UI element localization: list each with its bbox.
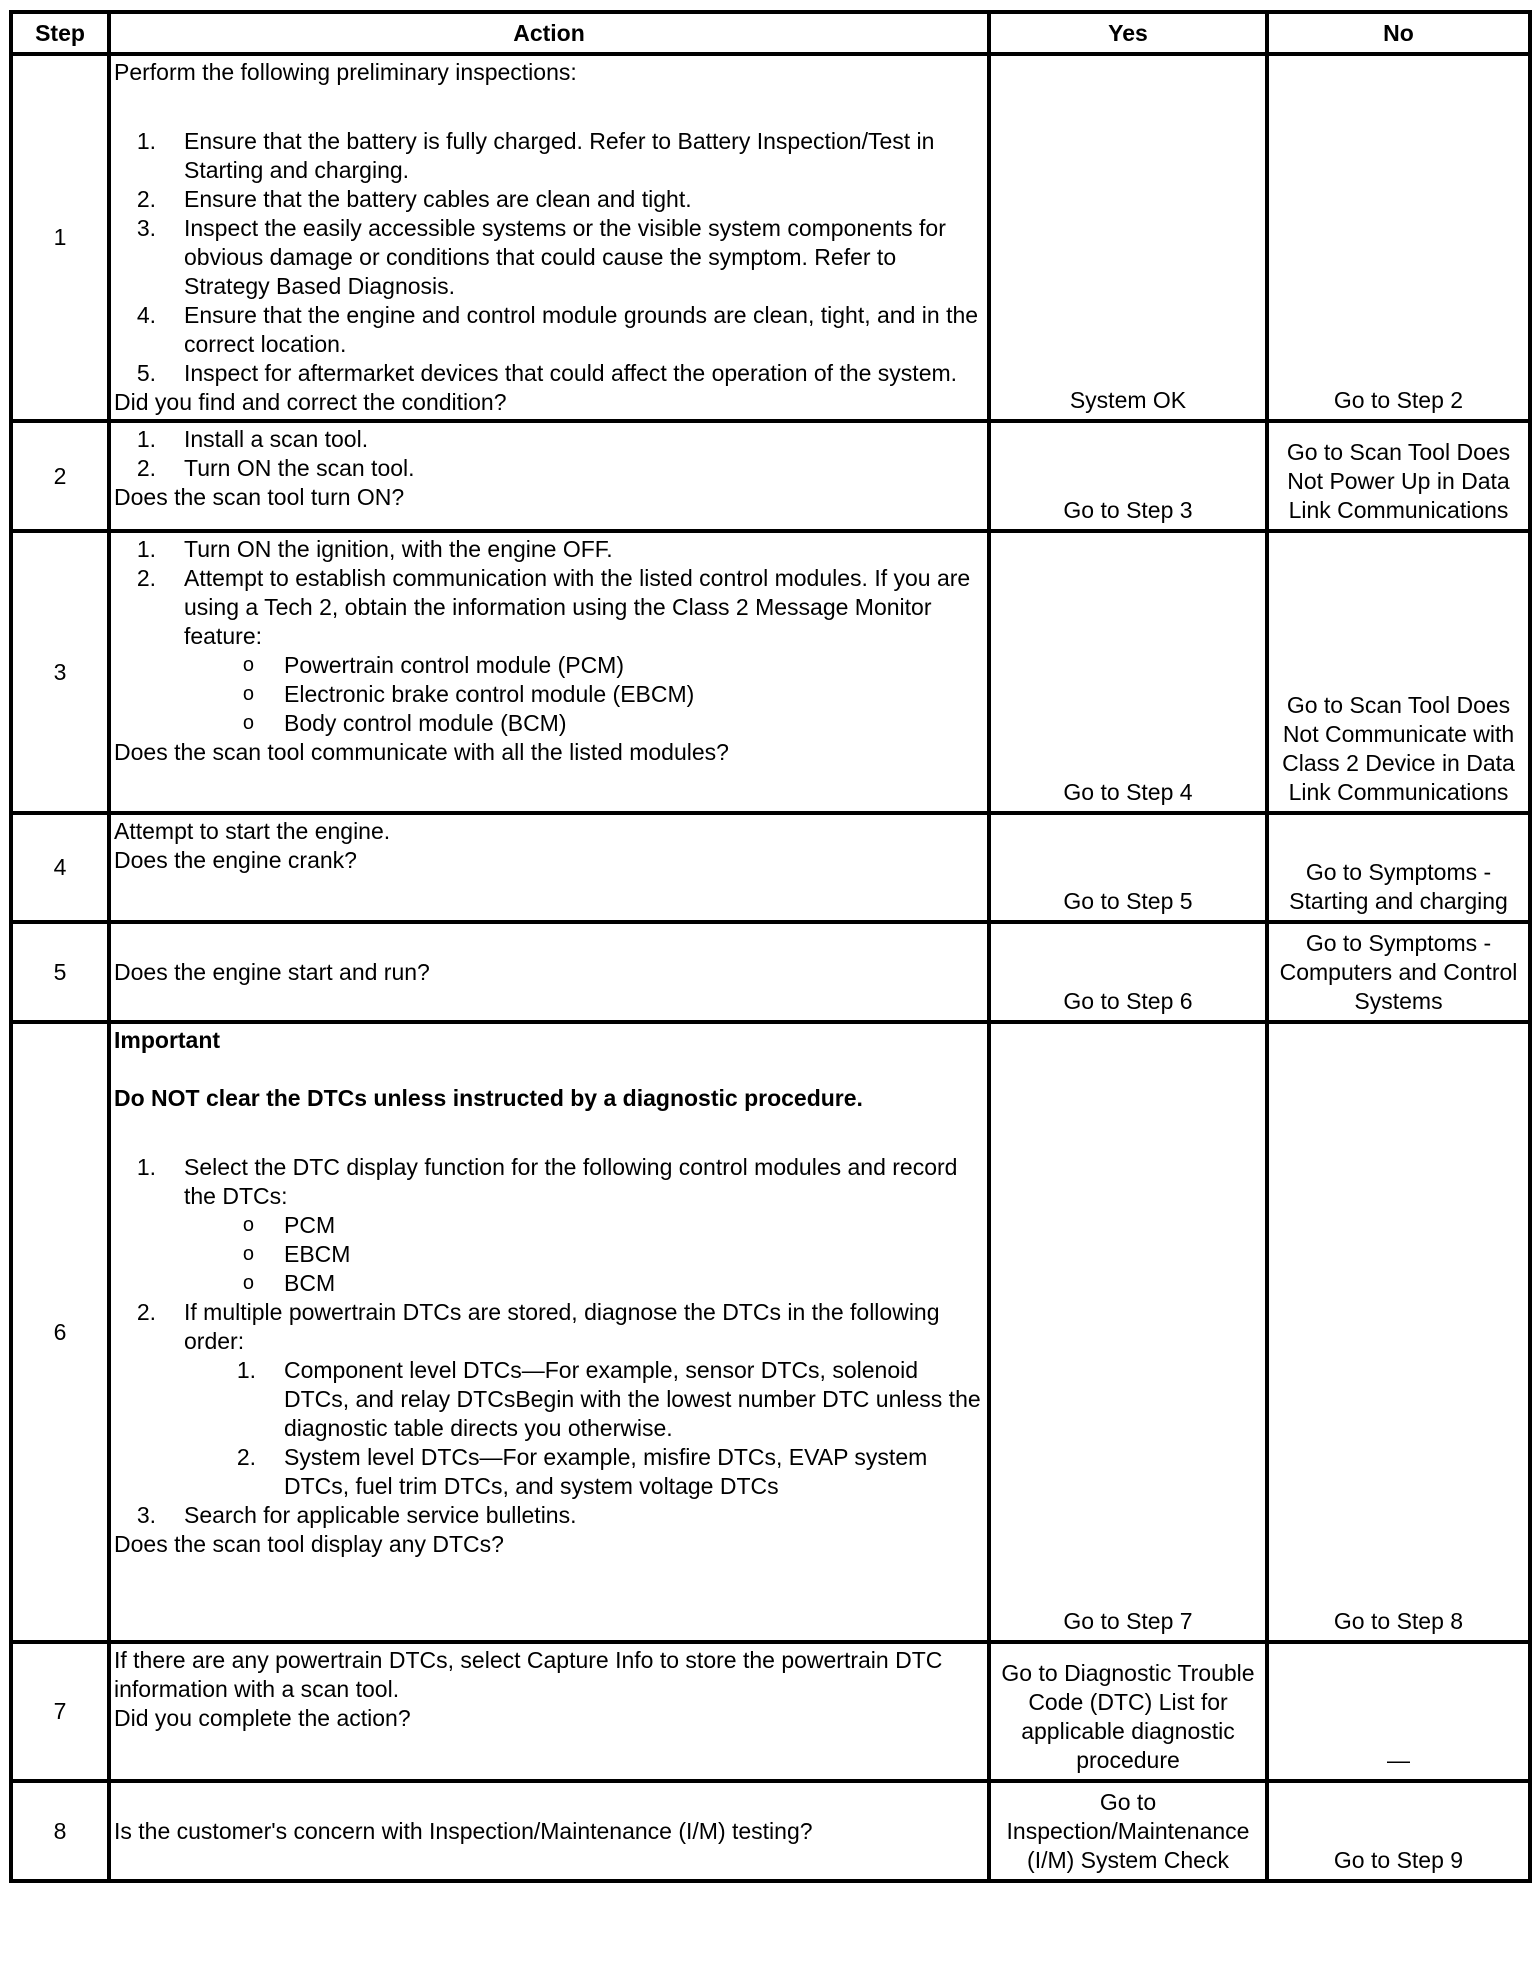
action-intro: Perform the following preliminary inspections:	[114, 59, 577, 85]
module-bullet-list	[114, 651, 983, 738]
step-number: 6	[11, 1022, 109, 1642]
no-result: Go to Step 2	[1267, 54, 1530, 421]
action-intro: If there are any powertrain DTCs, select Capture Info to store the powertrain DTC information with a scan tool.	[114, 1647, 943, 1702]
inspection-list	[114, 127, 983, 388]
list-item: 3. Search for applicable service bulletins.	[136, 1502, 577, 1528]
important-heading: Important	[114, 1027, 221, 1053]
action-intro: Attempt to start the engine.	[114, 818, 391, 844]
table-row-step-7	[11, 1642, 1530, 1781]
action-cell	[109, 421, 989, 531]
action-question: Does the scan tool turn ON?	[114, 484, 405, 510]
list-item: 1. Turn ON the ignition, with the engine OFF.	[136, 536, 613, 562]
list-item: 2. Ensure that the battery cables are clean and tight.	[136, 186, 692, 212]
step-number: 5	[11, 922, 109, 1022]
action-question: Does the engine crank?	[114, 847, 357, 873]
step-list	[114, 425, 983, 483]
no-result: —	[1267, 1642, 1530, 1781]
action-cell	[109, 531, 989, 813]
yes-result: Go to Step 6	[989, 922, 1267, 1022]
list-item: 4. Ensure that the engine and control module grounds are clean, tight, and in the correct location.	[136, 302, 979, 357]
action-question: Is the customer's concern with Inspection/Maintenance (I/M) testing?	[114, 1817, 813, 1844]
yes-result: Go to Step 3	[989, 421, 1267, 531]
important-note: Do NOT clear the DTCs unless instructed by a diagnostic procedure.	[114, 1085, 863, 1111]
header-action: Action	[109, 12, 989, 54]
action-cell	[109, 54, 989, 421]
action-question: Did you complete the action?	[114, 1705, 411, 1731]
table-row-step-3	[11, 531, 1530, 813]
table-row-step-1	[11, 54, 1530, 421]
action-question: Does the scan tool display any DTCs?	[114, 1531, 504, 1557]
no-result: Go to Symptoms - Starting and charging	[1267, 813, 1530, 922]
action-cell	[109, 922, 989, 1022]
step-number: 2	[11, 421, 109, 531]
diagnostic-table	[9, 10, 1532, 1883]
table-row-step-8	[11, 1781, 1530, 1881]
yes-result: Go to Step 4	[989, 531, 1267, 813]
table-row-step-6	[11, 1022, 1530, 1642]
step-number: 1	[11, 54, 109, 421]
header-row	[11, 12, 1530, 54]
list-item: 1. Select the DTC display function for the following control modules and record the DTCs:	[136, 1154, 958, 1209]
list-item: 2. Turn ON the scan tool.	[136, 455, 415, 481]
list-item: o BCM	[242, 1270, 336, 1296]
list-item: o Electronic brake control module (EBCM)	[242, 681, 695, 707]
module-bullet-list	[114, 1211, 983, 1298]
no-result: Go to Scan Tool Does Not Power Up in Data Link Communications	[1267, 421, 1530, 531]
action-cell	[109, 1022, 989, 1642]
list-item: 3. Inspect the easily accessible systems or the visible system components for obvious damage or conditions that could cause the symptom. Refer to Strategy Based Diagnosis.	[136, 215, 946, 299]
list-item: 2. System level DTCs—For example, misfire DTCs, EVAP system DTCs, fuel trim DTCs, and system voltage DTCs	[236, 1444, 928, 1499]
yes-result: Go to Inspection/Maintenance (I/M) System Check	[989, 1781, 1267, 1881]
list-item: 1. Install a scan tool.	[136, 426, 369, 452]
table-row-step-4	[11, 813, 1530, 922]
action-question: Does the engine start and run?	[114, 958, 430, 985]
step-list	[114, 1153, 983, 1530]
header-yes: Yes	[989, 12, 1267, 54]
action-cell	[109, 1781, 989, 1881]
yes-result: Go to Step 5	[989, 813, 1267, 922]
action-question: Does the scan tool communicate with all the listed modules?	[114, 739, 729, 765]
step-number: 8	[11, 1781, 109, 1881]
list-item: 2. Attempt to establish communication with the listed control modules. If you are using a Tech 2, obtain the information using the Class 2 Message Monitor feature:	[136, 565, 971, 649]
list-item: o PCM	[242, 1212, 336, 1238]
list-item: o EBCM	[242, 1241, 351, 1267]
list-item: 1. Component level DTCs—For example, sensor DTCs, solenoid DTCs, and relay DTCsBegin with the lowest number DTC unless the diagnostic table directs you otherwise.	[236, 1357, 981, 1441]
no-result: Go to Step 9	[1267, 1781, 1530, 1881]
list-item: o Powertrain control module (PCM)	[242, 652, 625, 678]
dtc-order-list	[114, 1356, 983, 1501]
no-result: Go to Symptoms - Computers and Control Systems	[1267, 922, 1530, 1022]
step-number: 7	[11, 1642, 109, 1781]
header-step: Step	[11, 12, 109, 54]
list-item: o Body control module (BCM)	[242, 710, 567, 736]
list-item: 1. Ensure that the battery is fully charged. Refer to Battery Inspection/Test in Starting and charging.	[136, 128, 935, 183]
yes-result: Go to Step 7	[989, 1022, 1267, 1642]
yes-result: System OK	[989, 54, 1267, 421]
yes-result: Go to Diagnostic Trouble Code (DTC) List for applicable diagnostic procedure	[989, 1642, 1267, 1781]
action-cell	[109, 1642, 989, 1781]
step-number: 4	[11, 813, 109, 922]
table-row-step-2	[11, 421, 1530, 531]
action-question: Did you find and correct the condition?	[114, 389, 507, 415]
step-list	[114, 535, 983, 738]
header-no: No	[1267, 12, 1530, 54]
table-row-step-5	[11, 922, 1530, 1022]
action-cell	[109, 813, 989, 922]
list-item: 5. Inspect for aftermarket devices that could affect the operation of the system.	[136, 360, 958, 386]
no-result: Go to Step 8	[1267, 1022, 1530, 1642]
no-result: Go to Scan Tool Does Not Communicate with Class 2 Device in Data Link Communications	[1267, 531, 1530, 813]
list-item: 2. If multiple powertrain DTCs are stored, diagnose the DTCs in the following order:	[136, 1299, 940, 1354]
step-number: 3	[11, 531, 109, 813]
